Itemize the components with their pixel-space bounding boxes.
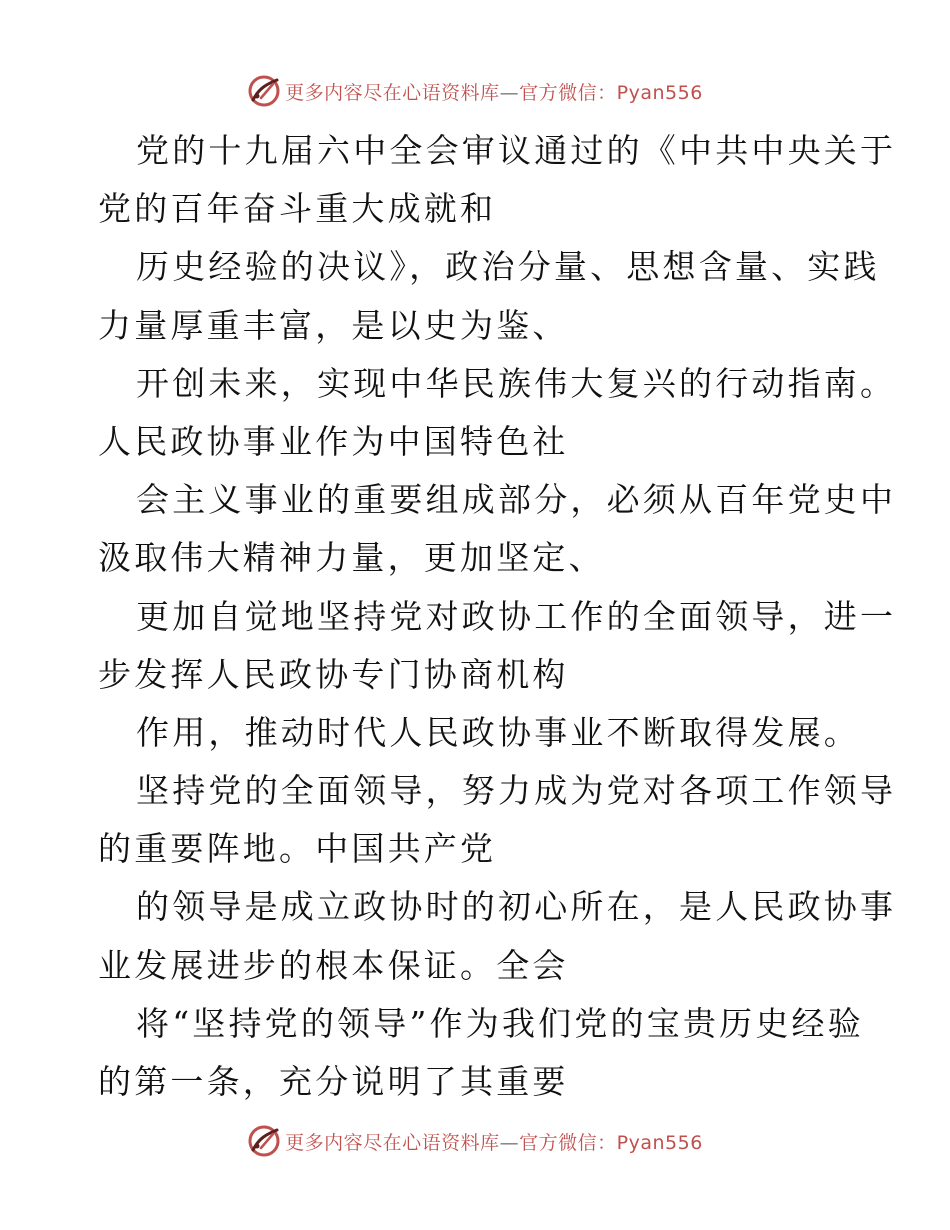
body-line: 的重要阵地。中国共产党 [98, 829, 497, 869]
header-banner [0, 71, 950, 111]
body-line: 党的十九届六中全会审议通过的《中共中央关于 [136, 131, 897, 170]
body-line: 业发展进步的根本保证。全会 [98, 945, 569, 985]
footer-site-name: 更多内容尽在心语资料库 [285, 1131, 500, 1154]
footer-separator: — [499, 1131, 520, 1154]
body-line: 更加自觉地坚持党对政协工作的全面领导，进一 [136, 596, 897, 636]
body-line: 坚持党的全面领导，努力成为党对各项工作领导 [136, 771, 897, 811]
body-line: 历史经验的决议》，政治分量、思想含量、实践 [136, 247, 880, 287]
body-line: 会主义事业的重要组成部分，必须从百年党史中 [136, 480, 897, 520]
body-line: 汲取伟大精神力量，更加坚定、 [98, 538, 605, 578]
header-banner-text [285, 78, 703, 105]
body-line: 力量厚重丰富，是以史为鉴、 [98, 305, 569, 345]
header-wechat: 官方微信：Pyan556 [519, 81, 703, 104]
footer-banner-text [285, 1128, 703, 1155]
brand-logo-icon [247, 74, 281, 108]
document-body [98, 122, 897, 1111]
header-site-name: 更多内容尽在心语资料库 [285, 81, 500, 104]
brand-logo-icon [247, 1124, 281, 1158]
body-line: 人民政协事业作为中国特色社 [98, 421, 569, 461]
footer-wechat: 官方微信：Pyan556 [519, 1131, 703, 1154]
body-line: 的领导是成立政协时的初心所在，是人民政协事 [136, 887, 897, 927]
body-line: 开创未来，实现中华民族伟大复兴的行动指南。 [136, 363, 897, 403]
body-line: 作用，推动时代人民政协事业不断取得发展。 [136, 712, 860, 752]
body-line: 将“坚持党的领导”作为我们党的宝贵历史经验 [136, 1003, 864, 1043]
body-line: 党的百年奋斗重大成就和 [98, 189, 497, 229]
header-separator: — [499, 81, 520, 104]
body-line: 步发挥人民政协专门协商机构 [98, 654, 569, 694]
body-line: 的第一条，充分说明了其重要 [98, 1062, 569, 1101]
footer-banner [0, 1121, 950, 1161]
